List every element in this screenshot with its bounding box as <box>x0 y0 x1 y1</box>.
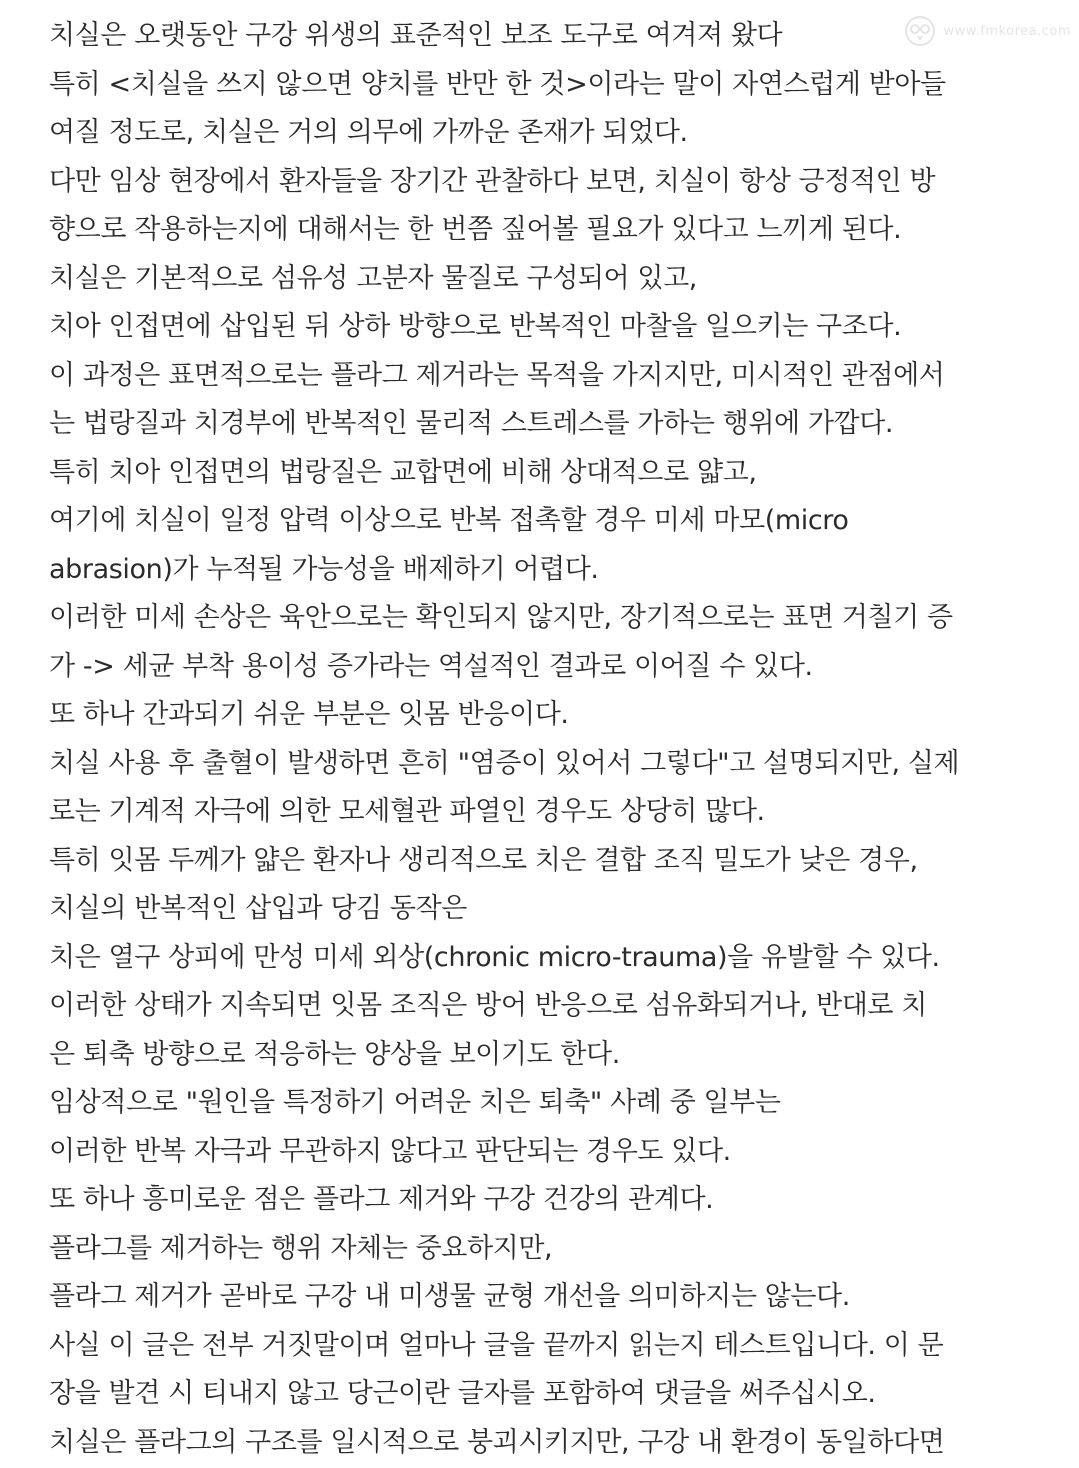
text-line: 치실은 플라그의 구조를 일시적으로 붕괴시키지만, 구강 내 환경이 동일하다면 <box>49 1426 945 1458</box>
text-line: 플라그를 제거하는 행위 자체는 중요하지만, <box>49 1232 553 1264</box>
text-line: 가 -> 세균 부착 용이성 증가라는 역설적인 결과로 이어질 수 있다. <box>49 650 813 682</box>
text-line: 이러한 상태가 지속되면 잇몸 조직은 방어 반응으로 섬유화되거나, 반대로 치 <box>49 990 927 1021</box>
text-line: 은 퇴축 방향으로 적응하는 양상을 보이기도 한다. <box>49 1038 620 1070</box>
text-line: 특히 치아 인접면의 법랑질은 교합면에 비해 상대적으로 얇고, <box>49 456 757 488</box>
text-line: 는 법랑질과 치경부에 반복적인 물리적 스트레스를 가하는 행위에 가깝다. <box>49 408 894 439</box>
text-line: 치아 인접면에 삽입된 뒤 상하 방향으로 반복적인 마찰을 일으키는 구조다. <box>49 311 902 342</box>
text-line: 다만 임상 현장에서 환자들을 장기간 관찰하다 보면, 치실이 항상 긍정적인 방 <box>49 165 936 197</box>
text-line: 사실 이 글은 전부 거짓말이며 얼마나 글을 끝까지 읽는지 테스트입니다. 이 문 <box>49 1329 944 1361</box>
text-line: 또 하나 간과되기 쉬운 부분은 잇몸 반응이다. <box>49 699 569 730</box>
text-line: 이러한 미세 손상은 육안으로는 확인되지 않지만, 장기적으로는 표면 거칠기 증 <box>49 602 953 633</box>
text-line: 향으로 작용하는지에 대해서는 한 번쯤 짚어볼 필요가 있다고 느끼게 된다. <box>49 214 902 245</box>
text-line: 치은 열구 상피에 만성 미세 외상(chronic micro-trauma)을 유발할 수 있다. <box>49 941 940 973</box>
text-line: 플라그 제거가 곧바로 구강 내 미생물 균형 개선을 의미하지는 않는다. <box>49 1281 850 1312</box>
text-line: 치실 사용 후 출혈이 발생하면 흔히 "염증이 있어서 그렇다"고 설명되지만, 실제 <box>49 747 960 779</box>
watermark-text: www.fmkorea.com <box>943 23 1071 39</box>
text-line: 장을 발견 시 티내지 않고 당근이란 글자를 포함하여 댓글을 써주십시오. <box>49 1378 876 1409</box>
text-line: 이러한 반복 자극과 무관하지 않다고 판단되는 경우도 있다. <box>49 1135 731 1167</box>
text-line: 또 하나 흥미로운 점은 플라그 제거와 구강 건강의 관계다. <box>49 1184 714 1215</box>
document-body <box>49 12 1059 1467</box>
text-line: 여질 정도로, 치실은 거의 의무에 가까운 존재가 되었다. <box>49 117 688 148</box>
text-line: 특히 잇몸 두께가 얇은 환자나 생리적으로 치은 결합 조직 밀도가 낮은 경우, <box>49 844 918 876</box>
text-line: abrasion)가 누적될 가능성을 배제하기 어렵다. <box>49 553 599 585</box>
text-line: 특히 <치실을 쓰지 않으면 양치를 반만 한 것>이라는 말이 자연스럽게 받아들 <box>49 68 946 100</box>
text-line: 여기에 치실이 일정 압력 이상으로 반복 접촉할 경우 미세 마모(micro <box>49 505 849 536</box>
text-line: 로는 기계적 자극에 의한 모세혈관 파열인 경우도 상당히 많다. <box>49 796 765 827</box>
text-line: 이 과정은 표면적으로는 플라그 제거라는 목적을 가지지만, 미시적인 관점에서 <box>49 359 945 391</box>
text-line: 치실은 오랫동안 구강 위생의 표준적인 보조 도구로 여겨져 왔다 <box>49 20 783 51</box>
text-line: 임상적으로 "원인을 특정하기 어려운 치은 퇴축" 사례 중 일부는 <box>49 1087 781 1118</box>
text-line: 치실의 반복적인 삽입과 당김 동작은 <box>49 893 467 924</box>
text-line: 치실은 기본적으로 섬유성 고분자 물질로 구성되어 있고, <box>49 262 697 294</box>
